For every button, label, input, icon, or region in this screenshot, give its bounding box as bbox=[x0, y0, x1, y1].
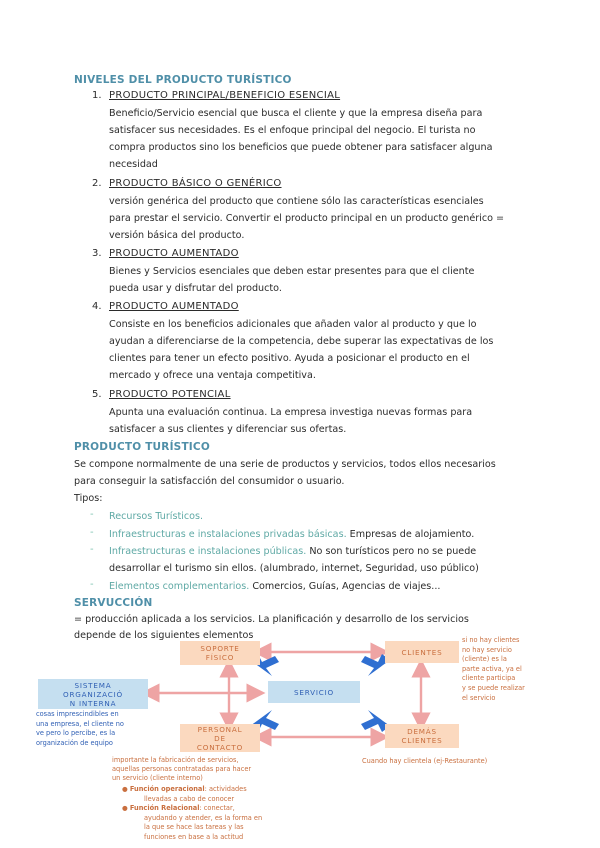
tipo-2-rest: Empresas de alojamiento. bbox=[346, 529, 475, 540]
bullet-1-bold: Función operacional bbox=[129, 785, 205, 793]
tipo-1-lead: Recursos Turísticos. bbox=[109, 511, 204, 522]
box-servicio: SERVICIO bbox=[268, 681, 360, 703]
tipo-2-lead: Infraestructuras e instalaciones privadas básicas. bbox=[109, 529, 347, 540]
nivel-1-line-4: necesidad bbox=[109, 159, 158, 170]
producto-turistico-line-1: Se compone normalmente de una serie de productos y servicios, todos ellos necesarios bbox=[74, 459, 496, 470]
tipos-label: Tipos: bbox=[74, 493, 103, 504]
note-demas-clientes: Cuando hay clientela (ej-Restaurante) bbox=[362, 757, 488, 765]
nivel-1-title: PRODUCTO PRINCIPAL/BENEFICIO ESENCIAL bbox=[109, 90, 341, 101]
tipo-2-dash-icon: - bbox=[90, 527, 94, 538]
nivel-1-number: 1. bbox=[92, 90, 102, 101]
nivel-1-line-1: Beneficio/Servicio esencial que busca el cliente y que la empresa diseña para bbox=[109, 108, 483, 119]
nivel-4-line-4: mercado y ofrece una ventaja competitiva. bbox=[109, 370, 316, 381]
tipo-3-lead: Infraestructuras e instalaciones públicas. bbox=[109, 546, 307, 557]
nivel-2-line-2: para prestar el servicio. Convertir el producto principal en un producto genérico = bbox=[109, 213, 505, 224]
nivel-1-line-3: compra productos sino los beneficios que puede obtener para satisfacer alguna bbox=[109, 142, 493, 153]
box-personal-contacto: PERSONAL DE CONTACTO bbox=[180, 724, 260, 752]
nivel-4-number: 4. bbox=[92, 301, 102, 312]
bullet-2-bold: Función Relacional bbox=[129, 804, 200, 812]
tipo-3-dash-icon: - bbox=[90, 544, 94, 555]
nivel-5-number: 5. bbox=[92, 389, 102, 400]
servuccion-line-2: depende de los siguientes elementos bbox=[74, 630, 254, 641]
section-heading-producto-turistico: PRODUCTO TURÍSTICO bbox=[74, 441, 210, 453]
nivel-4-line-3: clientes para tener un efecto positivo. Ayuda a posicionar el producto en el bbox=[109, 353, 470, 364]
nivel-3-line-2: pueda usar y disfrutar del producto. bbox=[109, 283, 282, 294]
box-demas-clientes: DEMÁS CLIENTES bbox=[385, 724, 459, 748]
bullet-dot-icon: ● bbox=[122, 785, 130, 793]
box-sistema-organizacion: SISTEMA ORGANIZACIÓ N INTERNA bbox=[38, 679, 148, 709]
section-heading-servuccion: SERVUCCIÓN bbox=[74, 597, 153, 609]
section-heading-niveles: NIVELES DEL PRODUCTO TURÍSTICO bbox=[74, 74, 292, 86]
nivel-2-line-1: versión genérica del producto que contiene sólo las características esenciales bbox=[109, 196, 484, 207]
nivel-2-line-3: versión básica del producto. bbox=[109, 230, 245, 241]
bullet-1-rest: : actividades bbox=[204, 785, 247, 793]
nivel-3-line-1: Bienes y Servicios esenciales que deben estar presentes para que el cliente bbox=[109, 266, 475, 277]
producto-turistico-line-2: para conseguir la satisfacción del consumidor o usuario. bbox=[74, 476, 345, 487]
nivel-4-line-1: Consiste en los beneficios adicionales que añaden valor al producto y que lo bbox=[109, 319, 477, 330]
note-personal-line-2: aquellas personas contratadas para hacer bbox=[112, 765, 252, 773]
nivel-2-title: PRODUCTO BÁSICO O GENÉRICO bbox=[109, 178, 282, 189]
note-clientes: si no hay clientes no hay servicio (cliente) es la parte activa, ya el cliente participa y se puede realizar el servicio bbox=[462, 636, 525, 702]
tipo-4-lead: Elementos complementarios. bbox=[109, 581, 250, 592]
bullet-2-rest: : conectar, bbox=[199, 804, 235, 812]
bullet-1-cont: llevadas a cabo de conocer bbox=[144, 794, 235, 803]
note-personal-line-1: importante la fabricación de servicios, bbox=[112, 756, 239, 764]
nivel-3-title: PRODUCTO AUMENTADO bbox=[109, 248, 239, 259]
box-soporte-fisico: SOPORTE FÍSICO bbox=[180, 641, 260, 665]
nivel-5-title: PRODUCTO POTENCIAL bbox=[109, 389, 231, 400]
tipo-4-dash-icon: - bbox=[90, 579, 94, 590]
note-sistema: cosas imprescindibles en una empresa, el cliente no ve pero lo percibe, es la organización de equipo bbox=[36, 710, 124, 747]
tipo-3-rest: No son turísticos pero no se puede bbox=[306, 546, 477, 557]
tipo-1-dash-icon: - bbox=[90, 509, 94, 520]
nivel-5-line-2: satisfacer a sus clientes y diferenciar sus ofertas. bbox=[109, 424, 347, 435]
nivel-4-line-2: ayudan a diferenciarse de la competencia, debe superar las expectativas de los bbox=[109, 336, 494, 347]
bullet-2-cont: ayudando y atender, es la forma en la que se hace las tareas y las funciones en base a la actitud bbox=[144, 813, 263, 841]
nivel-5-line-1: Apunta una evaluación continua. La empresa investiga nuevas formas para bbox=[109, 407, 473, 418]
servuccion-line-1: = producción aplicada a los servicios. La planificación y desarrollo de los servicios bbox=[74, 614, 469, 625]
note-personal-bullet-2 bbox=[122, 804, 332, 842]
nivel-1-line-2: satisfacer sus necesidades. Es el enfoque principal del negocio. El turista no bbox=[109, 125, 476, 136]
tipo-3-cont: desarrollar el turismo sin ellos. (alumbrado, internet, Seguridad, uso público) bbox=[109, 563, 479, 574]
nivel-3-number: 3. bbox=[92, 248, 102, 259]
note-personal-bullet-1 bbox=[122, 785, 322, 804]
tipo-4-rest: Comercios, Guías, Agencias de viajes... bbox=[249, 581, 441, 592]
nivel-2-number: 2. bbox=[92, 178, 102, 189]
nivel-4-title: PRODUCTO AUMENTADO bbox=[109, 301, 239, 312]
bullet-dot-icon: ● bbox=[122, 804, 130, 812]
box-clientes: CLIENTES bbox=[385, 641, 459, 663]
note-personal-line-3: un servicio (cliente interno) bbox=[112, 774, 203, 782]
